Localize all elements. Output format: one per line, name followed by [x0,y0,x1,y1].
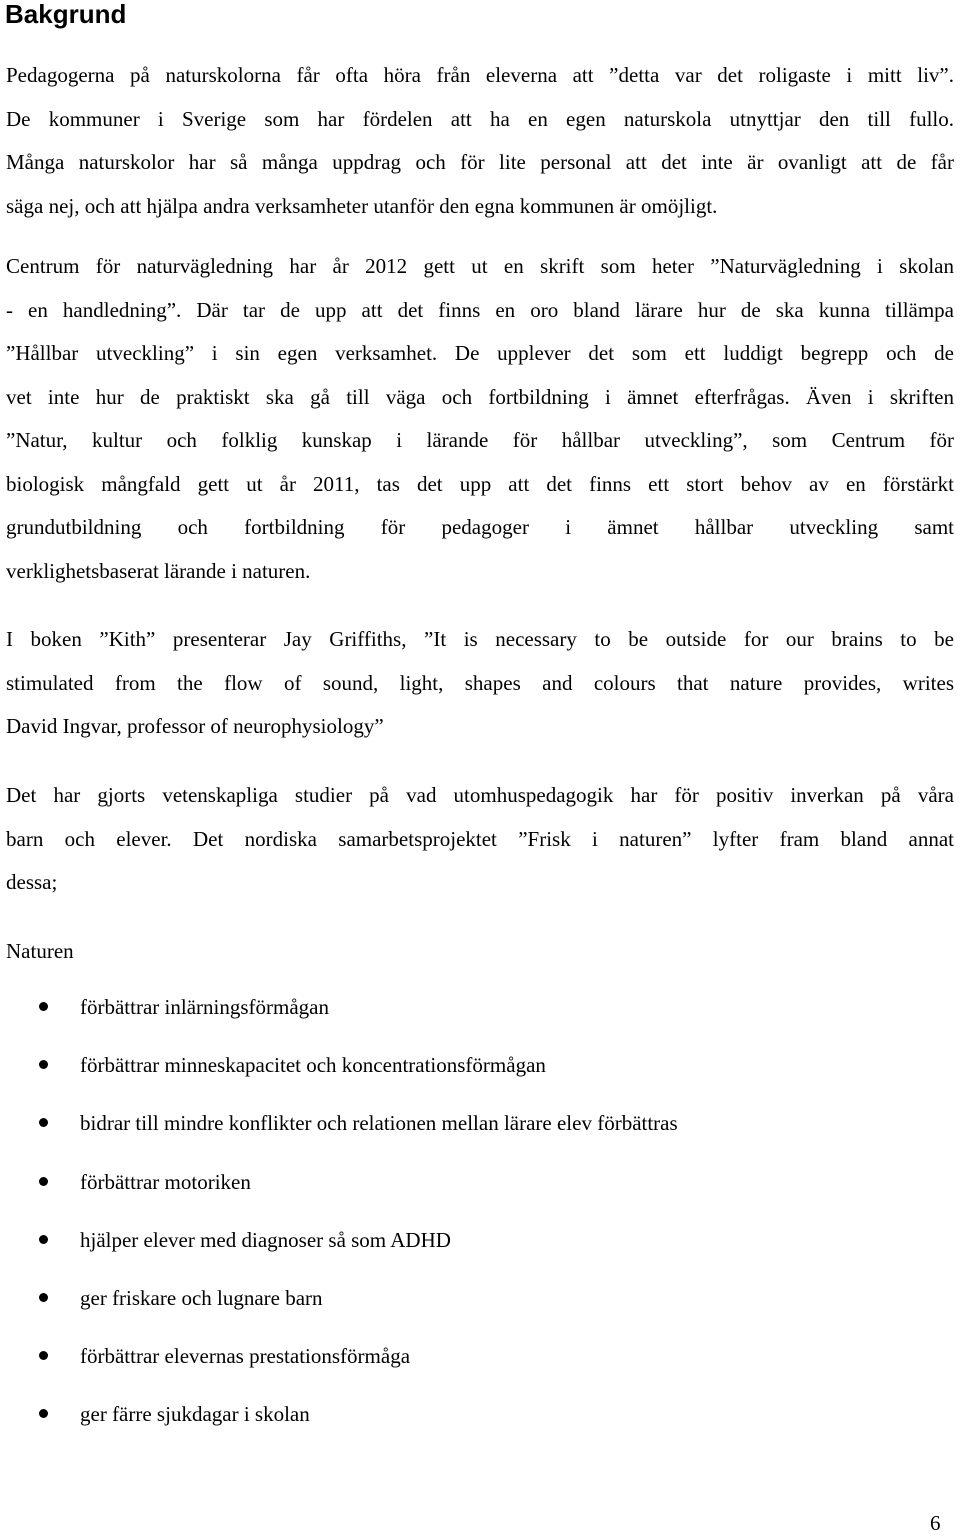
bullet-icon [39,1118,48,1127]
text-line: - en handledning”. Där tar de upp att det finns en oro bland lärare hur de ska kunna tillämpa [6,297,954,322]
bullet-icon [39,1177,48,1186]
text-line: David Ingvar, professor of neurophysiology” [6,714,384,738]
text-line: dessa; [6,870,58,894]
section-heading: Bakgrund [5,0,127,29]
bullet-icon [39,1409,48,1418]
bullet-icon [39,1235,48,1244]
paragraph-studier [6,774,954,905]
list-item [0,1219,960,1277]
text-line: stimulated from the flow of sound, light, shapes and colours that nature provides, writes [6,670,954,695]
list-item-text: förbättrar elevernas prestationsförmåga [80,1344,411,1369]
bullet-icon [39,1351,48,1360]
list-item-text: hjälper elever med diagnoser så som ADHD [80,1227,451,1252]
text-line: vet inte hur de praktiskt ska gå till väga och fortbildning i ämnet efterfrågas. Även i skriften [6,384,954,409]
text-line: grundutbildning och fortbildning för pedagoger i ämnet hållbar utveckling samt [6,515,954,539]
text-line: ”Natur, kultur och folklig kunskap i lärande för hållbar utveckling”, som Centrum för [6,428,954,452]
text-line: Pedagogerna på naturskolorna får ofta höra från eleverna att ”detta var det roligaste i mitt liv”. [6,63,954,87]
bullet-icon [39,1060,48,1069]
list-intro: Naturen [6,939,74,963]
benefits-list [0,986,960,1452]
list-item [0,1277,960,1335]
text-line: biologisk mångfald gett ut år 2011, tas det upp att det finns ett stort behov av en förstärkt [6,471,954,496]
text-line: verklighetsbaserat lärande i naturen. [6,558,311,583]
text-line: barn och elever. Det nordiska samarbetsprojektet ”Frisk i naturen” lyfter fram bland annat [6,826,954,851]
list-item [0,1044,960,1102]
list-item-text: förbättrar motoriken [80,1169,251,1194]
text-line: Många naturskolor har så många uppdrag och för lite personal att det inte är ovanligt att de får [6,150,954,174]
list-item-text: ger friskare och lugnare barn [80,1285,323,1310]
bullet-icon [39,1293,48,1302]
list-item-text: ger färre sjukdagar i skolan [80,1402,310,1427]
list-item-text: förbättrar minneskapacitet och koncentrationsförmågan [80,1053,546,1078]
list-item-text: förbättrar inlärningsförmågan [80,995,329,1019]
text-line: I boken ”Kith” presenterar Jay Griffiths, ”It is necessary to be outside for our brains to be [6,627,954,651]
text-line: ”Hållbar utveckling” i sin egen verksamhet. De upplever det som ett luddigt begrepp och de [6,341,954,365]
paragraph-naturskolor [6,54,954,228]
text-line: Centrum för naturvägledning har år 2012 gett ut en skrift som heter ”Naturvägledning i skolan [6,254,954,278]
list-item [0,1161,960,1219]
text-line: Det har gjorts vetenskapliga studier på vad utomhuspedagogik har för positiv inverkan på våra [6,783,954,807]
text-line: säga nej, och att hjälpa andra verksamheter utanför den egna kommunen är omöjligt. [6,193,718,218]
paragraph-kith-quote [6,618,954,749]
list-item [0,1393,960,1451]
page-number: 6 [930,1511,941,1535]
list-item-text: bidrar till mindre konflikter och relationen mellan lärare elev förbättras [80,1111,678,1136]
list-item [0,1335,960,1393]
text-line: De kommuner i Sverige som har fördelen att ha en egen naturskola utnyttjar den till fullo. [6,106,954,131]
paragraph-naturvagledning [6,245,954,593]
list-item [0,1102,960,1160]
bullet-icon [39,1002,48,1011]
list-item [0,986,960,1044]
